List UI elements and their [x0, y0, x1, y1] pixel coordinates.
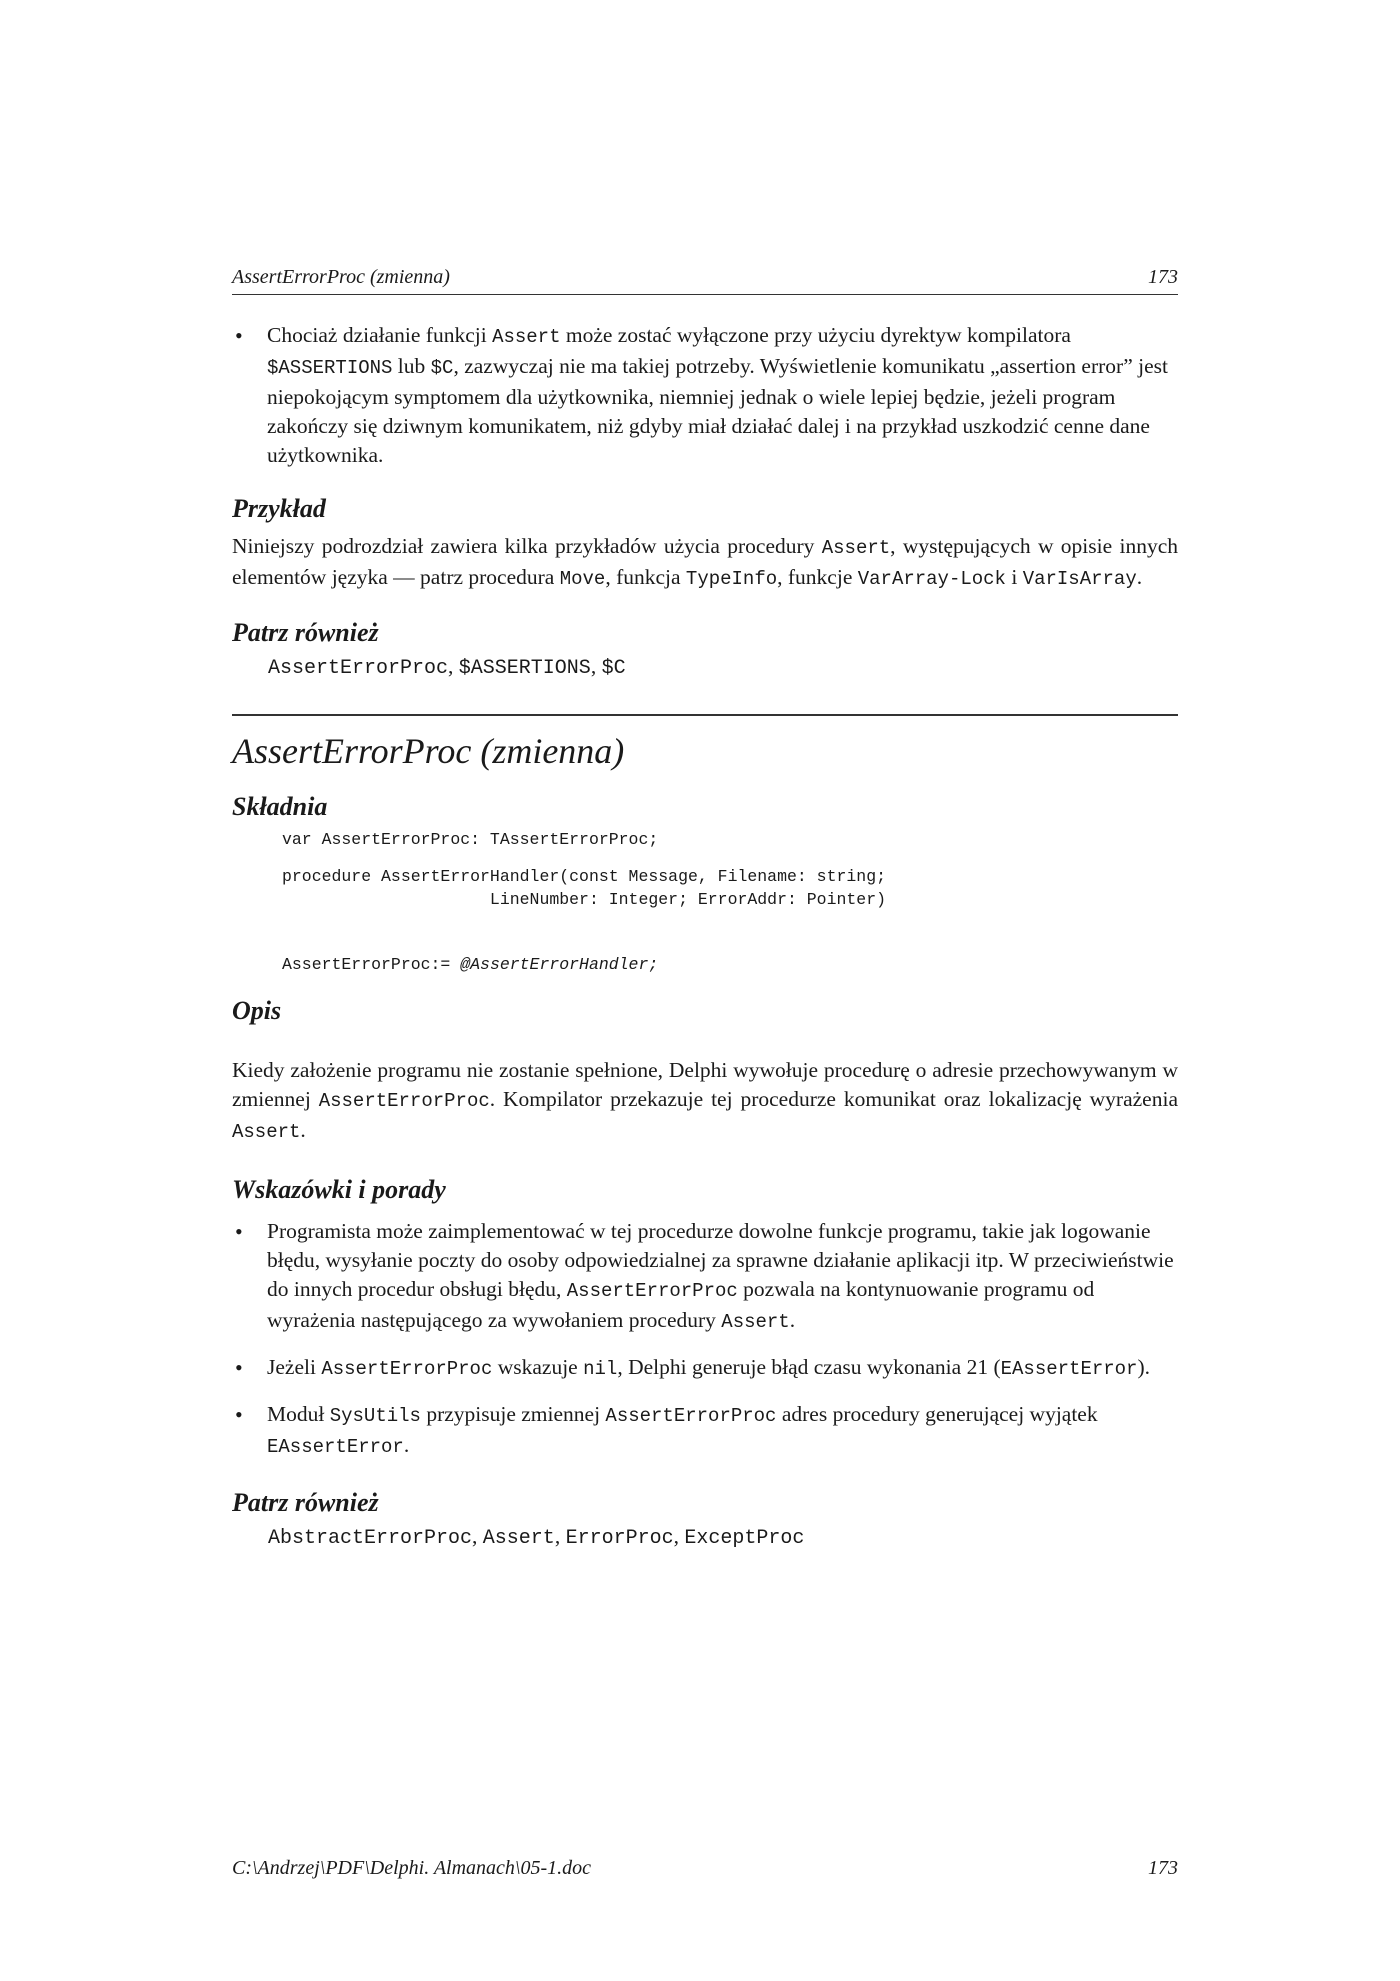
see-also-item[interactable]: $ASSERTIONS: [458, 657, 591, 680]
syntax-code-2: procedure AssertErrorHandler(const Message, Filename: string;: [282, 867, 886, 886]
przyklad-paragraph: Niniejszy podrozdział zawiera kilka przykładów użycia procedury Assert, występujących w opisie innych elementów języka — patrz procedura Move, funkcja TypeInfo, funkcje VarArray-Lock i VarIsArray.: [232, 534, 1178, 590]
list-item: • Chociaż działanie funkcji Assert może zostać wyłączone przy użyciu dyrektyw kompilatora $ASSERTIONS lub $C, zazwyczaj nie ma takiej potrzeby. Wyświetlenie komunikatu „assertion error” jest niepokojącym symptomem dla użytkownika, niemniej jednak o wiele lepiej będzie, jeżeli program zakończy się dziwnym komunikatem, niż gdyby miał działać dalej i na przykład uszkodzić cenne dane użytkownika.: [232, 321, 1178, 470]
heading-wskazowki: Wskazówki i porady: [232, 1175, 446, 1204]
list-item: • Moduł SysUtils przypisuje zmiennej AssertErrorProc adres procedury generującej wyjątek EAssertError.: [232, 1400, 1178, 1462]
footer-page-number: 173: [1148, 1857, 1178, 1879]
see-also-item[interactable]: ExceptProc: [684, 1527, 805, 1550]
header-title: AssertErrorProc (zmienna): [232, 266, 450, 288]
see-also-item[interactable]: AssertErrorProc: [268, 657, 449, 680]
syntax-code-1: var AssertErrorProc: TAssertErrorProc;: [282, 830, 659, 849]
tips-list: [232, 1217, 1178, 1462]
see-also-item[interactable]: Assert: [482, 1527, 555, 1550]
see-also-list-1: AssertErrorProc, $ASSERTIONS, $C: [268, 654, 626, 680]
section-title: AssertErrorProc (zmienna): [232, 731, 625, 771]
syntax-code-4: AssertErrorProc:= @AssertErrorHandler;: [282, 955, 659, 974]
see-also-item[interactable]: AbstractErrorProc: [268, 1527, 473, 1550]
see-also-item[interactable]: $C: [601, 657, 626, 680]
section-divider: [232, 714, 1178, 716]
heading-see-also-1: Patrz również: [232, 618, 379, 647]
intro-bullet-list: [232, 321, 1178, 470]
running-header: [232, 266, 1178, 295]
header-page-number: 173: [1148, 266, 1178, 288]
list-item: • Jeżeli AssertErrorProc wskazuje nil, Delphi generuje błąd czasu wykonania 21 (EAssertError).: [232, 1353, 1178, 1384]
page: [232, 266, 1178, 1550]
heading-opis: Opis: [232, 996, 282, 1025]
heading-see-also-2: Patrz również: [232, 1488, 379, 1517]
footer-file-path: C:\Andrzej\PDF\Delphi. Almanach\05-1.doc: [232, 1857, 592, 1879]
opis-paragraph: Kiedy założenie programu nie zostanie spełnione, Delphi wywołuje procedurę o adresie przechowywanym w zmiennej AssertErrorProc. Kompilator przekazuje tej procedurze komunikat oraz lokalizację wyrażenia Assert.: [232, 1058, 1178, 1143]
heading-przyklad: Przykład: [232, 494, 326, 523]
heading-skladnia: Składnia: [232, 792, 328, 821]
see-also-list-2: AbstractErrorProc, Assert, ErrorProc, ExceptProc: [268, 1524, 805, 1550]
syntax-code-3: LineNumber: Integer; ErrorAddr: Pointer): [282, 890, 886, 909]
page-footer: [232, 1857, 1178, 1880]
list-item: • Programista może zaimplementować w tej procedurze dowolne funkcje programu, takie jak logowanie błędu, wysyłanie poczty do osoby odpowiedzialnej za sprawne działanie aplikacji itp. W przeciwieństwie do innych procedur obsługi błędu, AssertErrorProc pozwala na kontynuowanie programu od wyrażenia następującego za wywołaniem procedury Assert.: [232, 1217, 1178, 1337]
see-also-item[interactable]: ErrorProc: [565, 1527, 674, 1550]
